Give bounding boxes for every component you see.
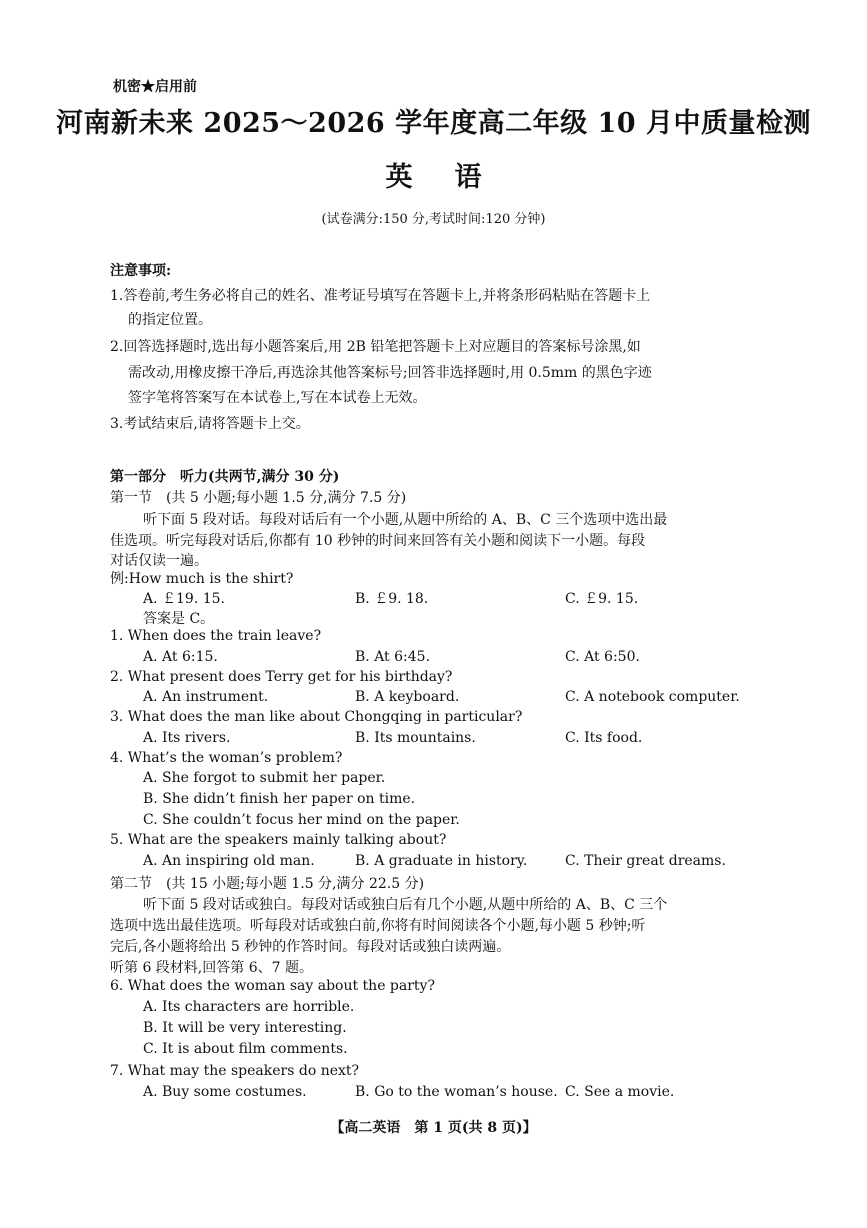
q2-option-c: C. A notebook computer. xyxy=(565,689,740,705)
q4-option-b: B. She didn’t finish her paper on time. xyxy=(143,791,416,807)
notice-item-2-cont: 需改动,用橡皮擦干净后,再选涂其他答案标号;回答非选择题时,用 0.5mm 的黑色字迹 xyxy=(128,365,652,381)
q7-option-b: B. Go to the woman’s house. xyxy=(355,1084,558,1100)
question-5: 5. What are the speakers mainly talking about? xyxy=(110,832,447,848)
q6-option-c: C. It is about film comments. xyxy=(143,1041,348,1057)
q1-option-c: C. At 6:50. xyxy=(565,649,640,665)
section2-heading: 第二节 (共 15 小题;每小题 1.5 分,满分 22.5 分) xyxy=(110,876,425,892)
page-footer: 【高二英语 第 1 页(共 8 页)】 xyxy=(330,1120,537,1136)
q5-option-a: A. An inspiring old man. xyxy=(143,853,315,869)
exam-info: (试卷满分:150 分,考试时间:120 分钟) xyxy=(321,212,546,227)
confidential-label: 机密★启用前 xyxy=(113,79,197,95)
q4-option-c: C. She couldn’t focus her mind on the paper. xyxy=(143,812,460,828)
q5-option-b: B. A graduate in history. xyxy=(355,853,528,869)
q3-option-a: A. Its rivers. xyxy=(143,730,231,746)
section1-instruction-3: 对话仅读一遍。 xyxy=(110,553,208,569)
notice-item-1-cont: 的指定位置。 xyxy=(128,312,212,328)
q6-option-b: B. It will be very interesting. xyxy=(143,1020,347,1036)
example-question: 例:How much is the shirt? xyxy=(110,571,294,587)
q1-option-b: B. At 6:45. xyxy=(355,649,431,665)
exam-title: 河南新未来 2025～2026 学年度高二年级 10 月中质量检测 xyxy=(56,108,811,139)
q4-option-a: A. She forgot to submit her paper. xyxy=(143,770,386,786)
example-option-a: A. ￡19. 15. xyxy=(143,591,225,607)
notice-item-3: 3.考试结束后,请将答题卡上交。 xyxy=(110,416,310,432)
notice-item-2: 2.回答选择题时,选出每小题答案后,用 2B 铅笔把答题卡上对应题目的答案标号涂黑,如 xyxy=(110,339,641,355)
notice-item-2-cont2: 签字笔将答案写在本试卷上,写在本试卷上无效。 xyxy=(128,390,427,406)
q3-option-c: C. Its food. xyxy=(565,730,643,746)
part1-heading: 第一部分 听力(共两节,满分 30 分) xyxy=(110,469,340,485)
section2-instruction-1: 听下面 5 段对话或独白。每段对话或独白后有几个小题,从题中所给的 A、B、C 三个 xyxy=(143,897,668,913)
q2-option-b: B. A keyboard. xyxy=(355,689,460,705)
subject-title: 英语 xyxy=(385,162,524,193)
q6-option-a: A. Its characters are horrible. xyxy=(143,999,355,1015)
section1-instruction-2: 佳选项。听完每段对话后,你都有 10 秒钟的时间来回答有关小题和阅读下一小题。每段 xyxy=(110,533,646,549)
q3-option-b: B. Its mountains. xyxy=(355,730,476,746)
question-6: 6. What does the woman say about the party? xyxy=(110,978,435,994)
q2-option-a: A. An instrument. xyxy=(143,689,269,705)
example-option-c: C. ￡9. 15. xyxy=(565,591,639,607)
q7-option-a: A. Buy some costumes. xyxy=(143,1084,307,1100)
q7-option-c: C. See a movie. xyxy=(565,1084,675,1100)
section1-instruction-1: 听下面 5 段对话。每段对话后有一个小题,从题中所给的 A、B、C 三个选项中选出最 xyxy=(143,512,668,528)
example-option-b: B. ￡9. 18. xyxy=(355,591,429,607)
question-1: 1. When does the train leave? xyxy=(110,628,322,644)
section2-instruction-3: 完后,各小题将给出 5 秒钟的作答时间。每段对话或独白读两遍。 xyxy=(110,939,511,955)
section2-instruction-2: 选项中选出最佳选项。听每段对话或独白前,你将有时间阅读各个小题,每小题 5 秒钟;听 xyxy=(110,918,646,934)
example-answer: 答案是 C。 xyxy=(143,611,215,627)
notice-heading: 注意事项: xyxy=(110,263,172,279)
question-7: 7. What may the speakers do next? xyxy=(110,1063,360,1079)
question-4: 4. What’s the woman’s problem? xyxy=(110,750,343,766)
notice-item-1: 1.答卷前,考生务必将自己的姓名、准考证号填写在答题卡上,并将条形码粘贴在答题卡上 xyxy=(110,288,651,304)
question-2: 2. What present does Terry get for his birthday? xyxy=(110,669,453,685)
section1-heading: 第一节 (共 5 小题;每小题 1.5 分,满分 7.5 分) xyxy=(110,490,407,506)
q1-option-a: A. At 6:15. xyxy=(143,649,218,665)
question-3: 3. What does the man like about Chongqing in particular? xyxy=(110,709,523,725)
q5-option-c: C. Their great dreams. xyxy=(565,853,726,869)
material-6-heading: 听第 6 段材料,回答第 6、7 题。 xyxy=(110,960,313,976)
